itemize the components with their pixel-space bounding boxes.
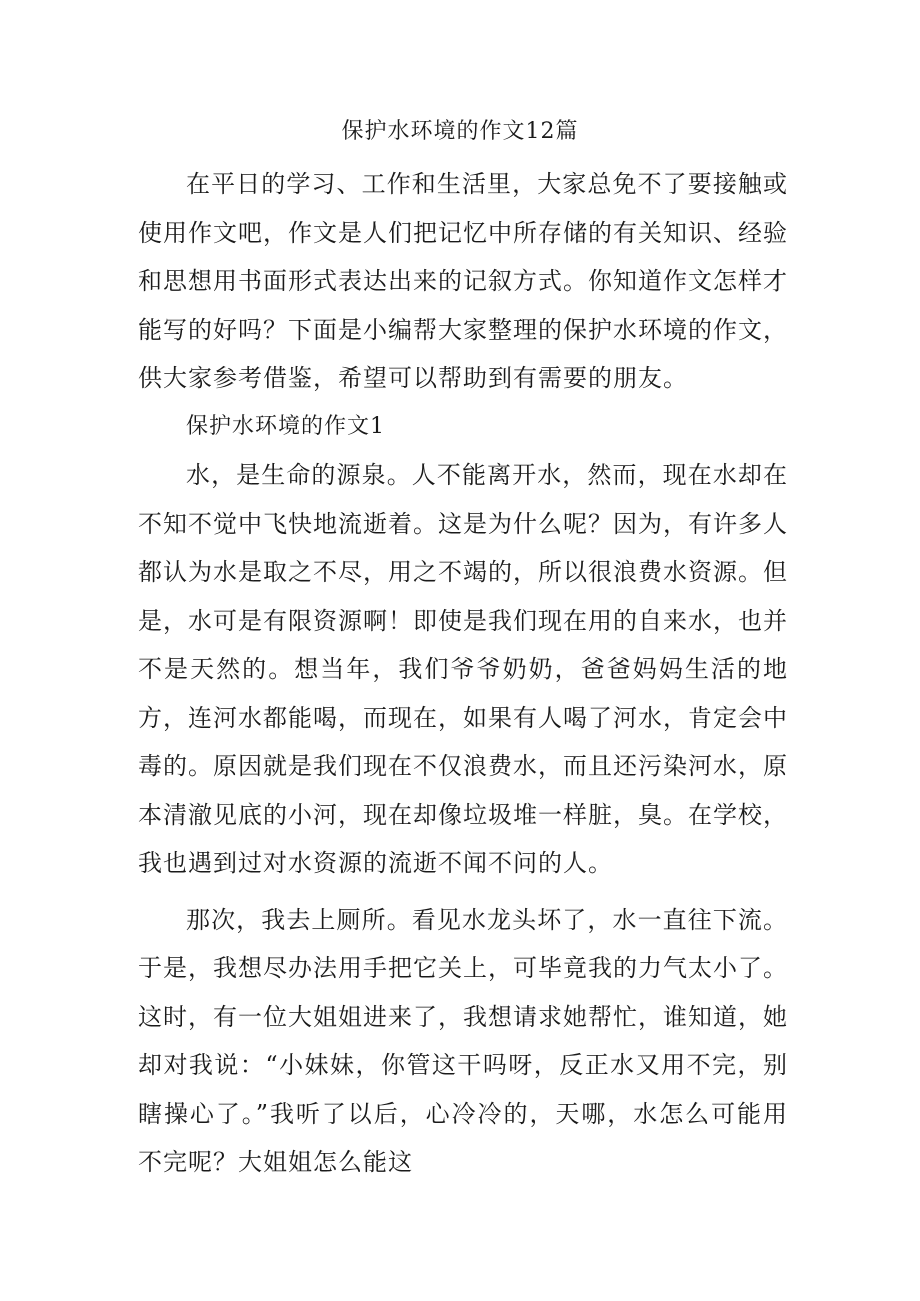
document-body (138, 160, 788, 1187)
intro-paragraph: 在平日的学习、工作和生活里，大家总免不了要接触或使用作文吧，作文是人们把记忆中所存储的有关知识、经验和思想用书面形式表达出来的记叙方式。你知道作文怎样才能写的好吗？下面是小编帮大家整理的保护水环境的作文，供大家参考借鉴，希望可以帮助到有需要的朋友。 (138, 170, 788, 392)
section-paragraph: 水，是生命的源泉。人不能离开水，然而，现在水却在不知不觉中飞快地流逝着。这是为什么呢？因为，有许多人都认为水是取之不尽，用之不竭的，所以很浪费水资源。但是，水可是有限资源啊！即使是我们现在用的自来水，也并不是天然的。想当年，我们爷爷奶奶，爸爸妈妈生活的地方，连河水都能喝，而现在，如果有人喝了河水，肯定会中毒的。原因就是我们现在不仅浪费水，而且还污染河水，原本清澈见底的小河，现在却像垃圾堆一样脏，臭。在学校，我也遇到过对水资源的流逝不闻不问的人。 (138, 461, 788, 877)
section-paragraph: 那次，我去上厕所。看见水龙头坏了，水一直往下流。于是，我想尽办法用手把它关上，可毕竟我的力气太小了。这时，有一位大姐姐进来了，我想请求她帮忙，谁知道，她却对我说：“小妹妹，你管这干吗呀，反正水又用不完，别瞎操心了。”我听了以后，心冷冷的，天哪，水怎么可能用不完呢？大姐姐怎么能这 (138, 905, 788, 1176)
document-title: 保护水环境的作文12篇 (341, 119, 579, 144)
section-heading: 保护水环境的作文1 (186, 413, 385, 439)
